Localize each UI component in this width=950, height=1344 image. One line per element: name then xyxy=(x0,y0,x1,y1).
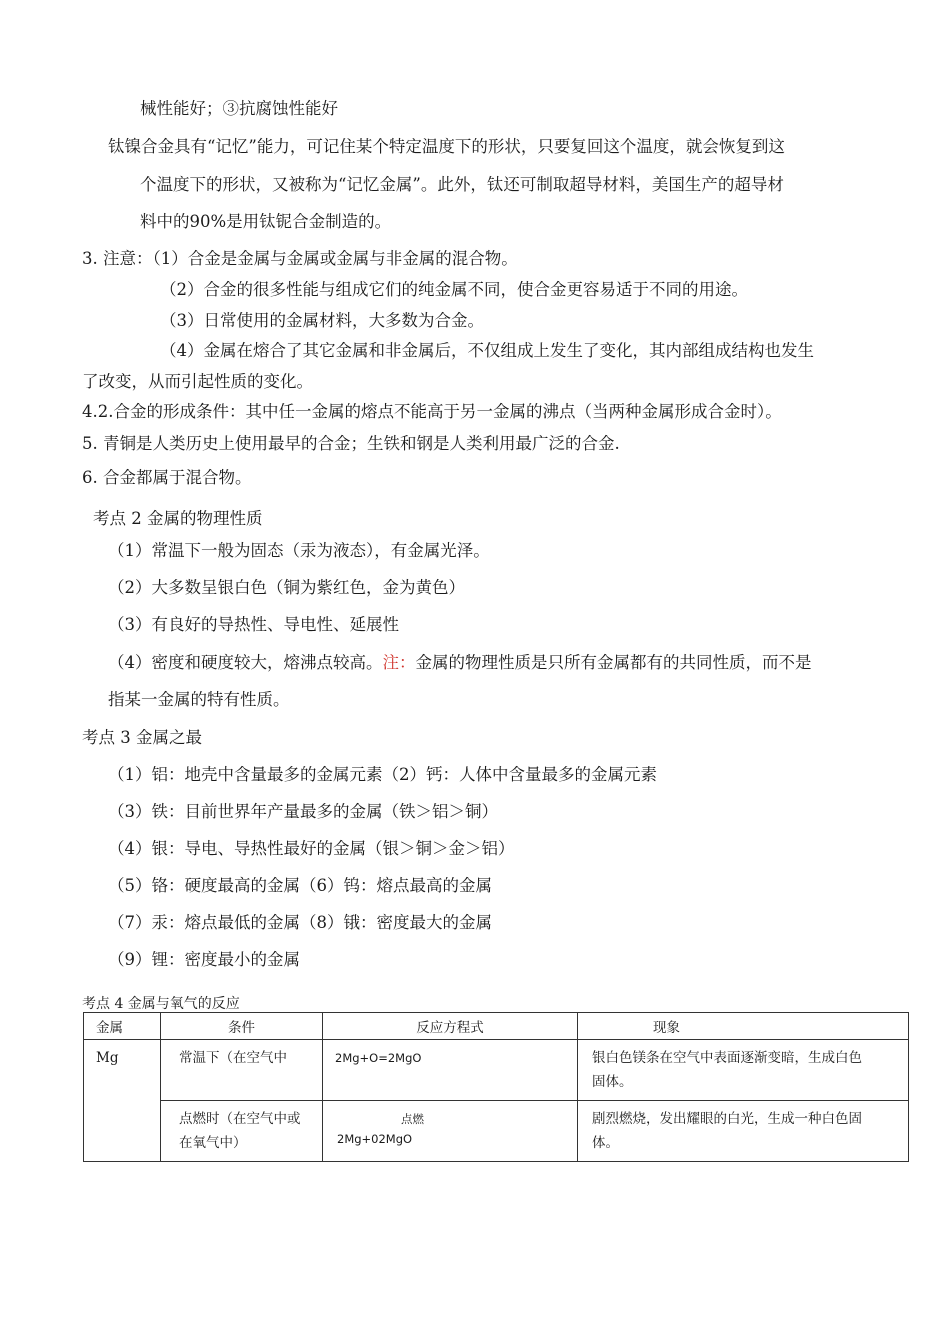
cell-condition-2 xyxy=(161,1101,323,1162)
k2-item-4-text: （4）密度和硬度较大，熔沸点较高。 xyxy=(108,653,383,672)
k3-item-2: （3）铁：目前世界年产量最多的金属（铁＞铝＞铜） xyxy=(108,802,498,821)
section-title-k3: 考点 3 金属之最 xyxy=(82,728,202,747)
condition-1: 常温下（在空气中 xyxy=(179,1050,287,1066)
k2-item-4 xyxy=(108,652,812,674)
phenomenon-2a: 剧烈燃烧，发出耀眼的白光，生成一种白色固 xyxy=(592,1111,862,1127)
line-note-3-2: （2）合金的很多性能与组成它们的纯金属不同，使合金更容易适于不同的用途。 xyxy=(160,280,748,299)
cell-phenomenon-1 xyxy=(578,1040,909,1101)
cell-equation-2 xyxy=(323,1101,578,1162)
table-row xyxy=(84,1101,909,1162)
line-note-6: 6. 合金都属于混合物。 xyxy=(82,468,252,487)
header-metal: 金属 xyxy=(84,1013,161,1040)
cell-condition-1 xyxy=(161,1040,323,1101)
k2-item-2: （2）大多数呈银白色（铜为紫红色，金为黄色） xyxy=(108,578,465,597)
line-p2b: 个温度下的形状，又被称为“记忆金属”。此外，钛还可制取超导材料，美国生产的超导材 xyxy=(140,175,784,194)
phenomenon-1b: 固体。 xyxy=(592,1074,633,1090)
line-p1: 械性能好；③抗腐蚀性能好 xyxy=(140,99,338,118)
line-note-3: 3. 注意：（1）合金是金属与金属或金属与非金属的混合物。 xyxy=(82,249,518,268)
header-condition: 条件 xyxy=(161,1013,323,1040)
phenomenon-2b: 体。 xyxy=(592,1135,619,1151)
line-p2a: 钛镍合金具有“记忆”能力，可记住某个特定温度下的形状，只要复回这个温度，就会恢复到这 xyxy=(108,137,785,156)
line-p2c: 料中的90%是用钛铌合金制造的。 xyxy=(140,212,392,231)
section-title-k2: 考点 2 金属的物理性质 xyxy=(93,509,263,528)
k2-item-3: （3）有良好的导热性、导电性、延展性 xyxy=(108,615,399,634)
line-note-3-3: （3）日常使用的金属材料，大多数为合金。 xyxy=(160,311,484,330)
table-header-row xyxy=(84,1013,909,1040)
k3-item-4: （5）铬：硬度最高的金属（6）钨：熔点最高的金属 xyxy=(108,876,492,895)
k3-item-6: （9）锂：密度最小的金属 xyxy=(108,950,300,969)
condition-2a: 点燃时（在空气中或 xyxy=(179,1111,301,1127)
line-note-3-4b: 了改变，从而引起性质的变化。 xyxy=(82,372,313,391)
cell-phenomenon-2 xyxy=(578,1101,909,1162)
line-note-4: 4.2.合金的形成条件：其中任一金属的熔点不能高于另一金属的沸点（当两种金属形成合金时）。 xyxy=(82,402,782,421)
phenomenon-1a: 银白色镁条在空气中表面逐渐变暗，生成白色 xyxy=(592,1050,862,1066)
cell-metal xyxy=(84,1040,161,1162)
equation-1: 2Mg+O=2MgO xyxy=(335,1051,422,1065)
k2-item-4-cont: 指某一金属的特有性质。 xyxy=(108,690,290,709)
k3-item-1: （1）铝：地壳中含量最多的金属元素（2）钙：人体中含量最多的金属元素 xyxy=(108,765,657,784)
k2-item-1: （1）常温下一般为固态（汞为液态），有金属光泽。 xyxy=(108,541,490,560)
equation-2-label: 点燃 xyxy=(401,1112,424,1126)
line-note-5: 5. 青铜是人类历史上使用最早的合金；生铁和钢是人类利用最广泛的合金. xyxy=(82,434,620,453)
metal-value: Mg xyxy=(96,1050,119,1066)
header-phenomenon: 现象 xyxy=(578,1013,909,1040)
cell-equation-1 xyxy=(323,1040,578,1101)
line-note-3-4a: （4）金属在熔合了其它金属和非金属后，不仅组成上发生了变化，其内部组成结构也发生 xyxy=(160,341,814,360)
k3-item-5: （7）汞：熔点最低的金属（8）锇：密度最大的金属 xyxy=(108,913,492,932)
section-title-k4: 考点 4 金属与氧气的反应 xyxy=(82,996,240,1012)
note-label: 注： xyxy=(382,653,416,672)
table-row xyxy=(84,1040,909,1101)
reaction-table xyxy=(83,1012,909,1162)
k3-item-3: （4）银：导电、导热性最好的金属（银＞铜＞金＞铝） xyxy=(108,839,515,858)
header-equation: 反应方程式 xyxy=(323,1013,578,1040)
equation-2: 2Mg+02MgO xyxy=(337,1132,413,1146)
condition-2b: 在氧气中） xyxy=(179,1135,247,1151)
k2-item-4-note: 金属的物理性质是只所有金属都有的共同性质，而不是 xyxy=(415,653,812,672)
